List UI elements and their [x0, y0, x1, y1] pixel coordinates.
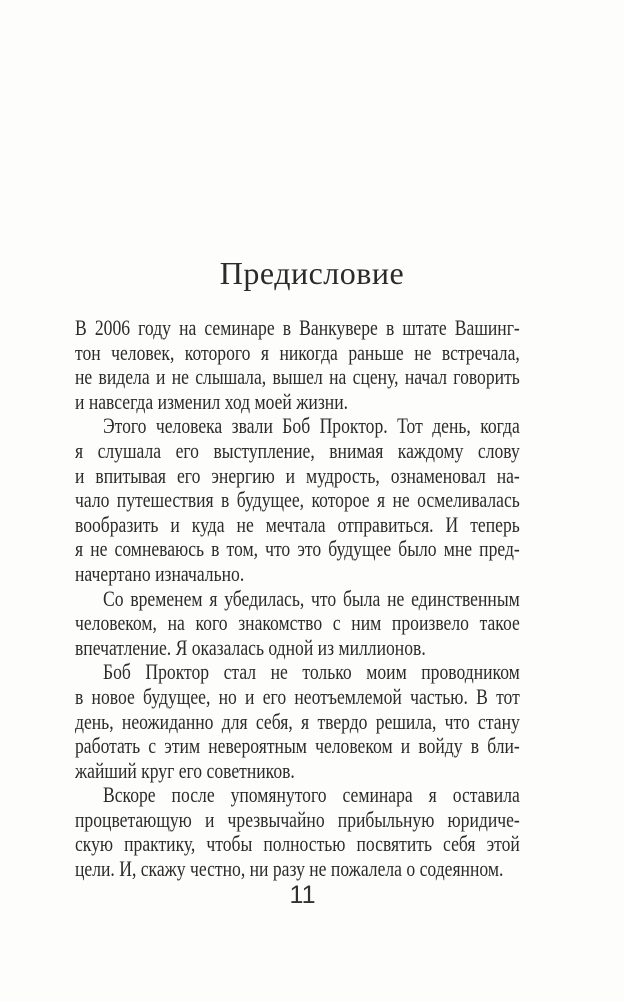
paragraph [75, 414, 624, 586]
paragraph [75, 316, 624, 414]
text-line: Боб Проктор стал не только моим проводником [103, 659, 520, 685]
text-line: Вскоре после упомянутого семинара я оставила [103, 782, 520, 808]
text-line: вообразить и куда не мечтала отправиться. И теперь [75, 511, 520, 537]
text-line: и впитывая его энергию и мудрость, ознаменовал на- [75, 462, 520, 488]
text-line: и навсегда изменил ход моей жизни. [75, 388, 349, 414]
text-line: жайший круг его советников. [75, 757, 295, 783]
paragraph [75, 783, 624, 881]
text-line: процветающую и чрезвычайно прибыльную юридиче- [75, 806, 520, 832]
paragraph [75, 587, 624, 661]
text-line: Этого человека звали Боб Проктор. Тот день, когда [103, 413, 520, 439]
text-line: скую практику, чтобы полностью посвятить себя этой [75, 831, 520, 857]
text-line: чало путешествия в будущее, которое я не осмеливалась [75, 487, 520, 513]
chapter-title: Предисловие [219, 255, 405, 291]
text-line: я слушала его выступление, внимая каждому слову [75, 437, 520, 463]
text-line: В 2006 году на семинаре в Ванкувере в штате Вашинг- [75, 315, 520, 340]
text-line: в новое будущее, но и его неотъемлемой частью. В тот [75, 683, 520, 709]
text-line: я не сомневаюсь в том, что это будущее было мне пред- [75, 536, 520, 562]
text-line: впечатление. Я оказалась одной из миллионов. [75, 634, 426, 660]
text-line: начертано изначально. [75, 560, 245, 586]
paragraph [75, 660, 624, 783]
text-line: человеком, на кого знакомство с ним произвело такое [75, 610, 520, 636]
text-line: цели. И, скажу честно, ни разу не пожалела о содеянном. [75, 856, 504, 882]
body-text [75, 316, 624, 882]
text-line: тон человек, которого я никогда раньше не встречала, [75, 339, 520, 365]
text-line: Со временем я убедилась, что была не единственным [103, 585, 520, 611]
text-line: не видела и не слышала, вышел на сцену, начал говорить [75, 364, 520, 390]
text-line: день, неожиданно для себя, я твердо решила, что стану [75, 708, 520, 734]
page-number: 11 [289, 881, 316, 909]
text-line: работать с этим невероятным человеком и войду в бли- [75, 733, 520, 759]
